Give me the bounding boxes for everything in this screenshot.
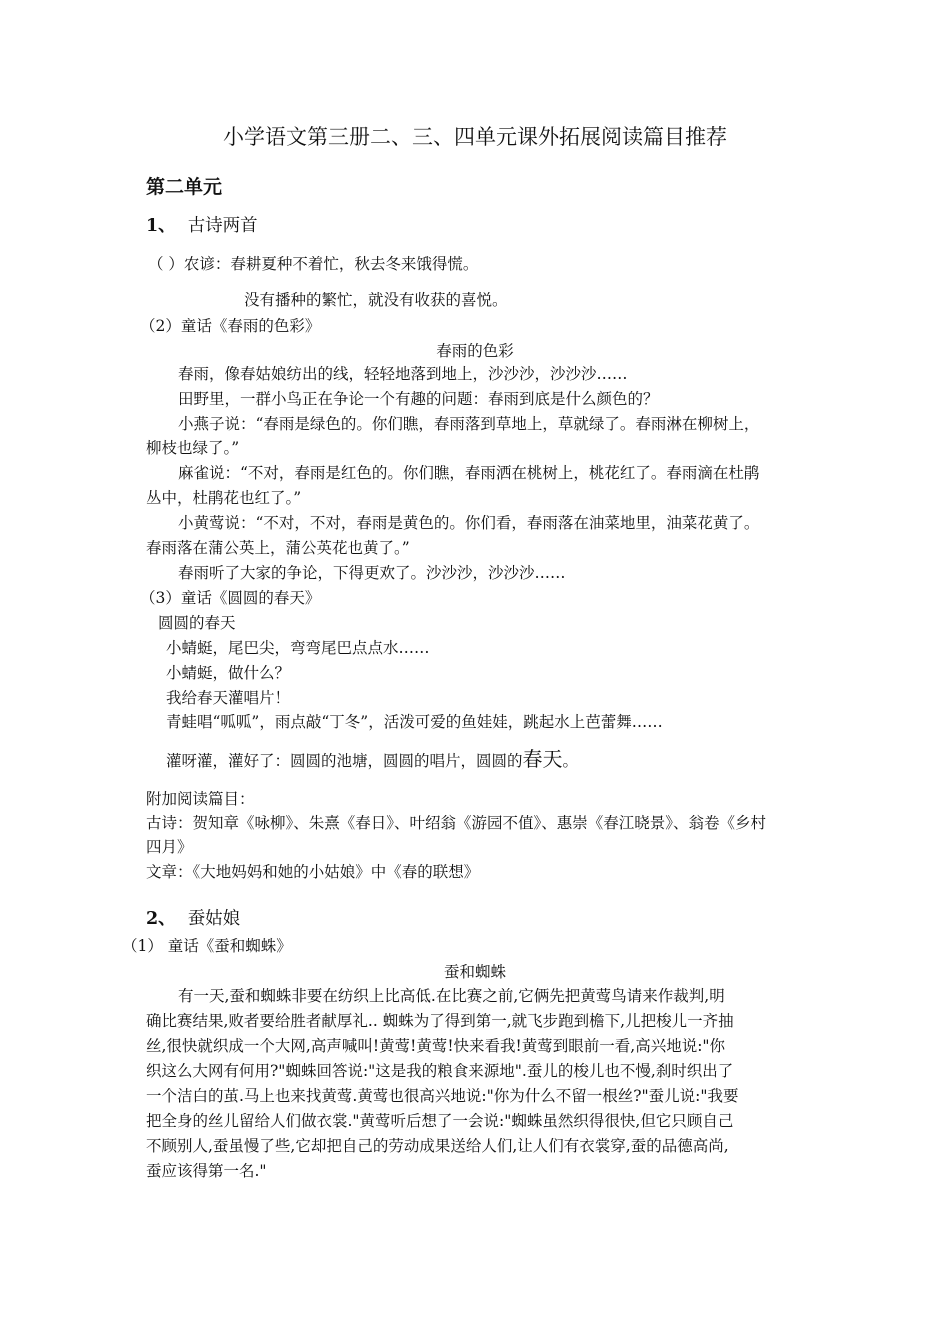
story-1-line: 有一天,蚕和蜘蛛非要在纺织上比高低.在比赛之前,它俩先把黄莺鸟请来作裁判,明: [178, 987, 725, 1005]
section-2-label: 蚕姑娘: [187, 909, 241, 929]
story-3-line: 小蜻蜓，做什么？: [166, 664, 291, 682]
story-3-last-line: [166, 749, 578, 771]
story-1-line: 不顾别人,蚕虽慢了些,它却把自己的劳动成果送给人们,让人们有衣裳穿,蚕的品德高尚,: [146, 1137, 729, 1155]
story-2-line: 小燕子说：“春雨是绿色的。你们瞧，春雨落到草地上，草就绿了。春雨淋在柳树上，: [178, 415, 760, 433]
extra-poems-line: 四月》: [146, 838, 193, 856]
proverb-note: 没有播种的繁忙，就没有收获的喜悦。: [244, 291, 508, 309]
story-2-line: 柳枝也绿了。”: [146, 439, 240, 457]
document-title: 小学语文第三册二、三、四单元课外拓展阅读篇目推荐: [223, 125, 727, 149]
section-2-heading: [146, 908, 240, 930]
section-1-heading: [146, 215, 258, 237]
story-3-line: 小蜻蜓，尾巴尖，弯弯尾巴点点水……: [166, 639, 430, 657]
story-2-heading: （2）童话《春雨的色彩》: [140, 317, 321, 335]
story-1-line: 确比赛结果,败者要给胜者献厚礼.. 蜘蛛为了得到第一,就飞步跑到檐下,儿把梭儿一齐抽: [146, 1012, 734, 1030]
story-1-line: 把全身的丝儿留给人们做衣裳."黄莺听后想了一会说:"蜘蛛虽然织得很快,但它只顾自己: [146, 1112, 734, 1130]
unit-heading: 第二单元: [146, 176, 223, 198]
story-2-title: 春雨的色彩: [436, 342, 514, 360]
story-1-heading: （1） 童话《蚕和蜘蛛》: [122, 937, 292, 955]
story-2-line: 丛中，杜鹃花也红了。”: [146, 489, 302, 507]
section-1-label: 古诗两首: [187, 216, 258, 236]
story-3-last-emphasis: 春天: [522, 747, 563, 771]
story-1-line: 丝,很快就织成一个大网,高声喊叫!黄莺!黄莺!快来看我!黄莺到眼前一看,高兴地说:"你: [146, 1037, 726, 1055]
story-2-line: 麻雀说：“不对，春雨是红色的。你们瞧，春雨洒在桃树上，桃花红了。春雨滴在杜鹃: [178, 464, 760, 482]
story-3-title: 圆圆的春天: [158, 614, 236, 632]
story-2-line: 春雨落在蒲公英上，蒲公英花也黄了。”: [146, 539, 410, 557]
extra-reading-heading: 附加阅读篇目：: [146, 790, 255, 808]
proverb-line: （ ）农谚：春耕夏种不着忙，秋去冬来饿得慌。: [148, 255, 479, 273]
story-1-line: 织这么大网有何用?"蜘蛛回答说:"这是我的粮食来源地".蚕儿的梭儿也不慢,刹时织出了: [146, 1062, 734, 1080]
story-3-last-text: 灌呀灌，灌好了：圆圆的池塘，圆圆的唱片，圆圆的: [166, 752, 523, 770]
story-2-line: 春雨，像春姑娘纺出的线，轻轻地落到地上，沙沙沙，沙沙沙……: [178, 365, 628, 383]
story-3-line: 青蛙唱“呱呱”，雨点敲“丁冬”，活泼可爱的鱼娃娃，跳起水上芭蕾舞……: [166, 713, 663, 731]
story-3-line: 我给春天灌唱片！: [166, 689, 291, 707]
extra-article-line: 文章：《大地妈妈和她的小姑娘》中《春的联想》: [146, 863, 480, 881]
story-3-heading: （3）童话《圆圆的春天》: [140, 589, 321, 607]
story-3-last-period: 。: [562, 752, 579, 770]
section-2-number: 2、: [146, 909, 176, 929]
section-1-number: 1、: [146, 216, 176, 236]
story-2-line: 田野里，一群小鸟正在争论一个有趣的问题：春雨到底是什么颜色的？: [178, 390, 659, 408]
story-2-line: 小黄莺说：“不对，不对，春雨是黄色的。你们看，春雨落在油菜地里，油菜花黄了。: [178, 514, 760, 532]
story-1-line: 一个洁白的茧.马上也来找黄莺.黄莺也很高兴地说:"你为什么不留一根丝?"蚕儿说:"我要: [146, 1087, 739, 1105]
story-1-line: 蚕应该得第一名.": [146, 1162, 267, 1180]
extra-poems-line: 古诗：贺知章《咏柳》、朱熹《春日》、叶绍翁《游园不值》、惠崇《春江晓景》、翁卷《乡村: [146, 814, 767, 832]
story-2-line: 春雨听了大家的争论，下得更欢了。沙沙沙，沙沙沙……: [178, 564, 566, 582]
story-1-title: 蚕和蜘蛛: [443, 963, 506, 981]
